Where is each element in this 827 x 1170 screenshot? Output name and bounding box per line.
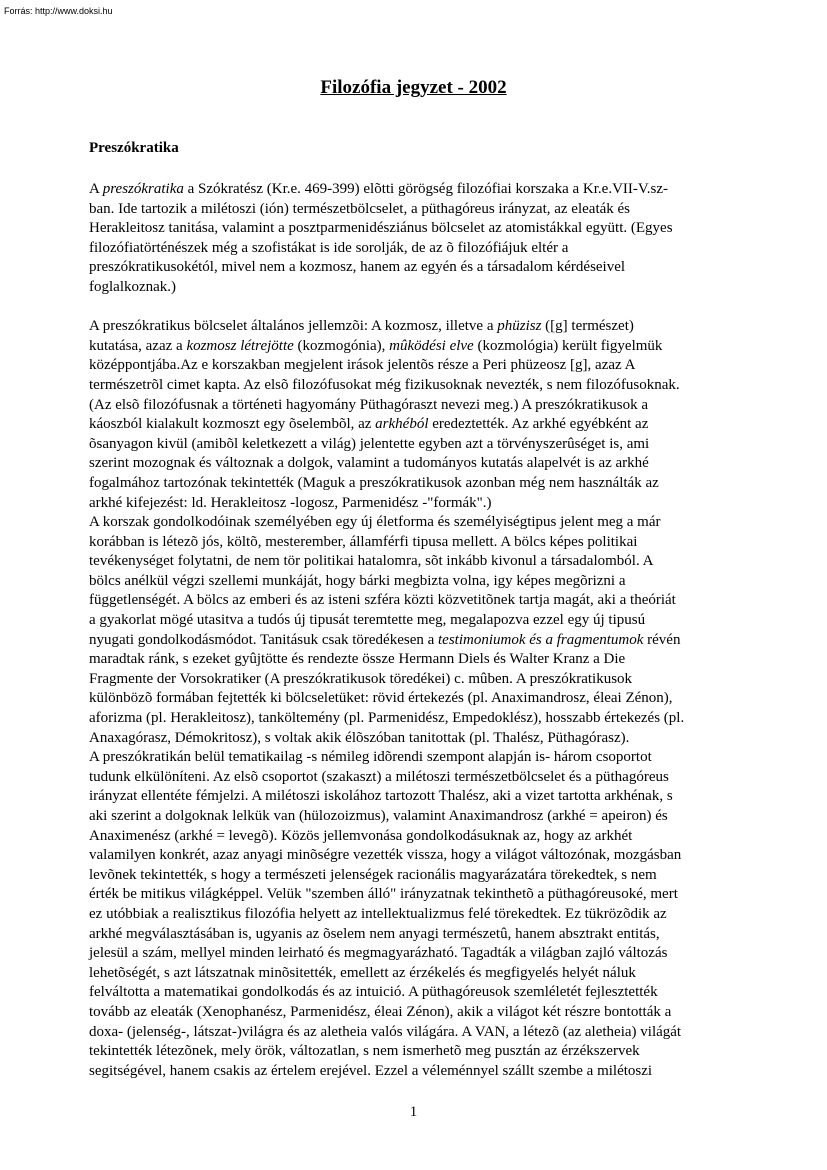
text-line	[89, 964, 749, 984]
body-text	[89, 180, 749, 1081]
text-run: levõnek tekintették, s hogy a természeti jelenségek racionális magyarázatára törekedtek, s nem	[89, 866, 657, 883]
italic-term: testimoniumok és a fragmentumok	[438, 631, 644, 648]
text-line	[89, 200, 749, 220]
text-line	[89, 1042, 749, 1062]
text-line	[89, 689, 749, 709]
text-run: felváltotta a matematikai gondolkodás és az intuició. A püthagóreusok szemléletét fejlesztették	[89, 984, 658, 1001]
text-line	[89, 1003, 749, 1023]
text-run: segitségével, hanem csakis az értelem erejével. Ezzel a véleménnyel szállt szembe a milétoszi	[89, 1062, 653, 1079]
text-run: tovább az eleaták (Xenophanész, Parmenidész, éleai Zénon), akik a világot két részre bontották a	[89, 1003, 672, 1020]
text-run: eredeztették. Az arkhé egyébként az	[428, 416, 649, 433]
text-line	[89, 885, 749, 905]
text-run: lehetõségét, s azt látszatnak minõsitették, emellett az érzékelés és megfigyelés helyét náluk	[89, 964, 636, 981]
text-run: (kozmológia) került figyelmük	[473, 337, 663, 354]
text-line	[89, 631, 749, 651]
text-line	[89, 787, 749, 807]
text-line	[89, 827, 749, 847]
text-line	[89, 905, 749, 925]
text-run: arkhé megválasztásában is, ugyanis az õselem nem anyagi természetû, hanem absztrakt entitás,	[89, 925, 660, 942]
text-line	[89, 219, 749, 239]
text-line	[89, 983, 749, 1003]
text-run: aki szerint a dolgoknak lelkük van (hülozoizmus), valamint Anaximandrosz (arkhé = apeiron) és	[89, 808, 668, 824]
text-run: valamilyen konkrét, azaz anyagi minõségre vezették vissza, hogy a világot változónak, mozgásban	[89, 847, 682, 864]
text-line	[89, 454, 749, 474]
text-run: révén	[643, 631, 681, 648]
page-number: 1	[409, 1104, 418, 1120]
text-run: függetlenségét. A bölcs az emberi és az isteni szféra közti közvetitõnek tartja magát, aki a theóriát	[89, 592, 676, 609]
text-run: kutatása, azaz a	[89, 337, 187, 354]
text-run: a gyakorlat mögé utasitva a tudós új tipusát teremtette meg, megalapozva ezzel egy új tipusú	[89, 612, 646, 629]
text-run: érték be mitikus világképpel. Velük "szemben álló" irányzatnak tekinthetõ a püthagóreusoké, mert	[89, 886, 678, 903]
text-run: Anaximenész (arkhé = levegõ). Közös jellemvonása gondolkodásuknak az, hogy az arkhét	[89, 827, 633, 844]
text-run: a Szókratész (Kr.e. 469-399) elõtti görögség filozófiai korszaka a Kr.e.VII-V.sz-	[183, 181, 669, 197]
page-title: Filozófia jegyzet - 2002	[320, 77, 507, 98]
text-run: természetrõl cimet kapta. Az elsõ filozófusokat még fizikusoknak nevezték, s nem filozófusoknak.	[89, 376, 680, 393]
text-line	[89, 474, 749, 494]
text-run: ([g] természet)	[541, 318, 634, 335]
text-run: filozófiatörténészek még a szofistákat is ide sorolják, de az õ filozófiájuk eltér a	[89, 239, 569, 256]
text-run: A	[89, 181, 103, 197]
text-line	[89, 317, 749, 337]
text-run: ban. Ide tartozik a milétoszi (ión) természetbölcselet, a püthagóreus irányzat, az eleaták és	[89, 200, 631, 217]
text-run: doxa- (jelenség-, látszat-)világra és az aletheia valós világára. A VAN, a létezõ (az aletheia) világát	[89, 1023, 682, 1040]
text-run: (kozmogónia),	[293, 337, 390, 354]
text-run: Anaxagórasz, Démokritosz), s voltak akik élõszóban tanitottak (pl. Thalész, Püthagórasz).	[89, 729, 630, 746]
text-line	[89, 435, 749, 455]
text-line	[89, 494, 749, 514]
text-run: preszókratikusokétól, mivel nem a kozmosz, hanem az egyén és a társadalom kérdéseivel	[89, 259, 626, 276]
text-run: bölcs anélkül végzi szellemi munkáját, hogy bárki megbizta volna, igy képes megõrizni a	[89, 572, 626, 589]
text-run: maradtak ránk, s ezeket gyûjtötte és rendezte össze Hermann Diels és Walter Kranz a Die	[89, 651, 626, 668]
text-line	[89, 376, 749, 396]
paragraph	[89, 317, 749, 1081]
section-heading: Preszókratika	[89, 140, 179, 156]
italic-term: preszókratika	[102, 181, 184, 197]
text-run: Fragmente der Vorsokratiker (A preszókratikusok töredékei) c. mûben. A preszókratikusok	[89, 670, 633, 687]
text-run: irányzat ellentéte fémjelzi. A milétoszi iskolához tartozott Thalész, aki a vizet tartotta arkhénak, s	[89, 788, 673, 805]
text-run: korábban is létezõ jós, költõ, mesterember, államférfi tipusa mellett. A bölcs képes politikai	[89, 533, 638, 550]
text-line	[89, 239, 749, 259]
text-run: ez utóbbiak a realisztikus filozófia helyett az intellektualizmus felé törekedtek. Ez tükrözõdik az	[89, 905, 667, 922]
text-line	[89, 572, 749, 592]
text-line	[89, 533, 749, 553]
text-line	[89, 180, 749, 200]
text-run: tekintették létezõnek, mely örök, változatlan, s nem ismerhetõ meg pusztán az érzékszervek	[89, 1043, 640, 1060]
text-run: A preszókratikus bölcselet általános jellemzõi: A kozmosz, illetve a	[89, 318, 498, 335]
text-line	[89, 415, 749, 435]
text-line	[89, 748, 749, 768]
text-line	[89, 670, 749, 690]
text-line	[89, 650, 749, 670]
text-run: foglalkoznak.)	[89, 278, 177, 295]
text-line	[89, 356, 749, 376]
text-run: (Az elsõ filozófusnak a történeti hagyomány Püthagóraszt nevezi meg.) A preszókratikusok a	[89, 396, 648, 413]
text-run: fogalmához tartozónak tekintették (Maguk a preszókratikusok azonban még nem használták az	[89, 474, 659, 491]
text-line	[89, 1023, 749, 1043]
paragraph-gap	[89, 298, 749, 318]
text-line	[89, 729, 749, 749]
text-line	[89, 1062, 749, 1082]
text-line	[89, 278, 749, 298]
text-run: középpontjába.Az e korszakban megjelent irások jelentõs része a Peri phüzeosz [g], azaz A	[89, 357, 636, 374]
text-line	[89, 396, 749, 416]
text-line	[89, 866, 749, 886]
text-run: tudunk elkülöníteni. Az elsõ csoportot (szakaszt) a milétoszi természetbölcselet és a püthagóreus	[89, 768, 669, 785]
text-line	[89, 591, 749, 611]
text-run: arkhé kifejezést: ld. Herakleitosz -logosz, Parmenidész -"formák".)	[89, 494, 492, 511]
text-run: tevékenységet folytatni, de nem tör politikai hatalomra, sõt inkább kivonul a társadalomból. A	[89, 553, 654, 570]
paragraph	[89, 180, 749, 298]
text-line	[89, 258, 749, 278]
text-line	[89, 925, 749, 945]
italic-term: arkhéból	[375, 416, 429, 433]
text-run: káoszból kialakult kozmoszt egy õselembõl, az	[89, 416, 376, 433]
text-run: aforizma (pl. Herakleitosz), tankölteménу (pl. Parmenidész, Empedoklész), hosszabb értekezés (pl.	[89, 710, 685, 727]
text-run: õsanyagon kivül (amibõl keletkezett a világ) jelentette egyben azt a törvényszerûséget is, ami	[89, 435, 650, 452]
text-run: A preszókratikán belül tematikailag -s némileg idõrendi szempont alapján is- három csoportot	[89, 749, 652, 766]
text-line	[89, 807, 749, 827]
italic-term: kozmosz létrejötte	[186, 337, 294, 354]
text-line	[89, 768, 749, 788]
text-run: Herakleitosz tanitása, valamint a posztparmenidésziánus bölcselet az atomistákkal együtt. (Egyes	[89, 220, 673, 237]
text-line	[89, 552, 749, 572]
text-line	[89, 337, 749, 357]
text-line	[89, 611, 749, 631]
text-run: jelesül a szám, mellyel minden leirható és megmagyarázható. Tagadták a világban zajló változás	[89, 945, 668, 962]
text-line	[89, 846, 749, 866]
text-run: nyugati gondolkodásmódot. Tanitásuk csak töredékesen a	[89, 631, 439, 648]
text-run: szerint mozognak és változnak a dolgok, valamint a tudományos kutatás alapelvét is az arkhé	[89, 455, 649, 472]
text-line	[89, 709, 749, 729]
source-url: Forrás: http://www.doksi.hu	[4, 6, 113, 16]
italic-term: phüzisz	[497, 318, 542, 335]
text-run: különbözõ formában fejtették ki bölcseletüket: rövid értekezés (pl. Anaximandrosz, éleai Zénon),	[89, 690, 673, 707]
text-run: A korszak gondolkodóinak személyében egy új életforma és személyiségtipus jelent meg a már	[89, 514, 661, 531]
italic-term: mûködési elve	[389, 337, 474, 354]
text-line	[89, 513, 749, 533]
text-line	[89, 944, 749, 964]
